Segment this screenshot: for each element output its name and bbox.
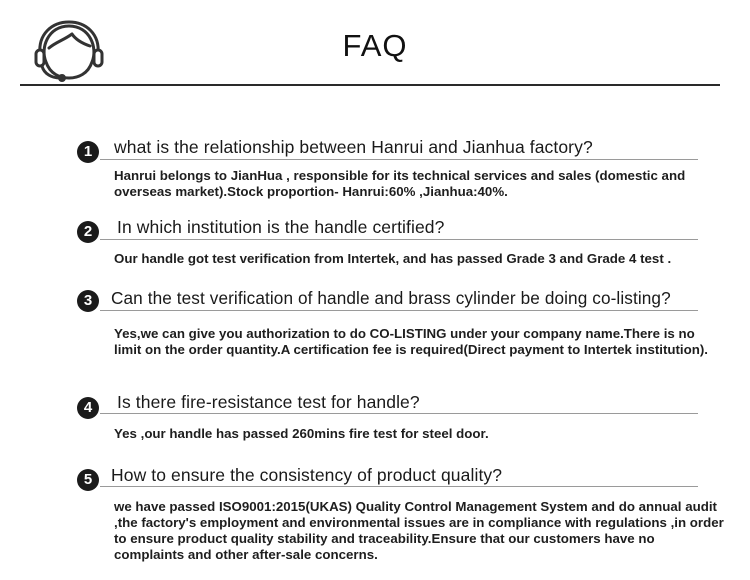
question-underline — [100, 413, 698, 414]
page-header — [0, 0, 750, 90]
faq-number-badge: 2 — [77, 221, 99, 243]
page-title: FAQ — [342, 28, 408, 63]
faq-number-badge: 4 — [77, 397, 99, 419]
faq-number-badge: 1 — [77, 141, 99, 163]
faq-question: How to ensure the consistency of product quality? — [111, 465, 503, 485]
faq-number-badge: 3 — [77, 290, 99, 312]
faq-number-badge: 5 — [77, 469, 99, 491]
faq-question: In which institution is the handle certified? — [117, 217, 445, 237]
header-divider — [20, 84, 720, 86]
question-underline — [100, 159, 698, 160]
faq-question: Is there fire-resistance test for handle? — [117, 392, 420, 412]
faq-answer: Our handle got test verification from Intertek, and has passed Grade 3 and Grade 4 test . — [114, 251, 672, 266]
faq-answer: Yes,we can give you authorization to do CO-LISTING under your company name.There is no limit on the order quantity.A certification fee is required(Direct payment to Intertek institution). — [114, 326, 708, 357]
faq-question: what is the relationship between Hanrui and Jianhua factory? — [114, 137, 593, 157]
faq-question: Can the test verification of handle and brass cylinder be doing co-listing? — [111, 288, 671, 308]
question-underline — [100, 310, 698, 311]
faq-answer: Hanrui belongs to JianHua , responsible for its technical services and sales (domestic and overseas market).Stock proportion- Hanrui:60% ,Jianhua:40%. — [114, 168, 686, 199]
faq-answer: Yes ,our handle has passed 260mins fire test for steel door. — [114, 426, 489, 441]
question-underline — [100, 486, 698, 487]
question-underline — [100, 239, 698, 240]
faq-answer: we have passed ISO9001:2015(UKAS) Quality Control Management System and do annual audit ,the factory's employment and environmental issues are in compliance with regulations ,in order to ensure product quality stability and traceability.Ensure that our customers have no complaints and other after-sale concerns. — [114, 499, 724, 562]
